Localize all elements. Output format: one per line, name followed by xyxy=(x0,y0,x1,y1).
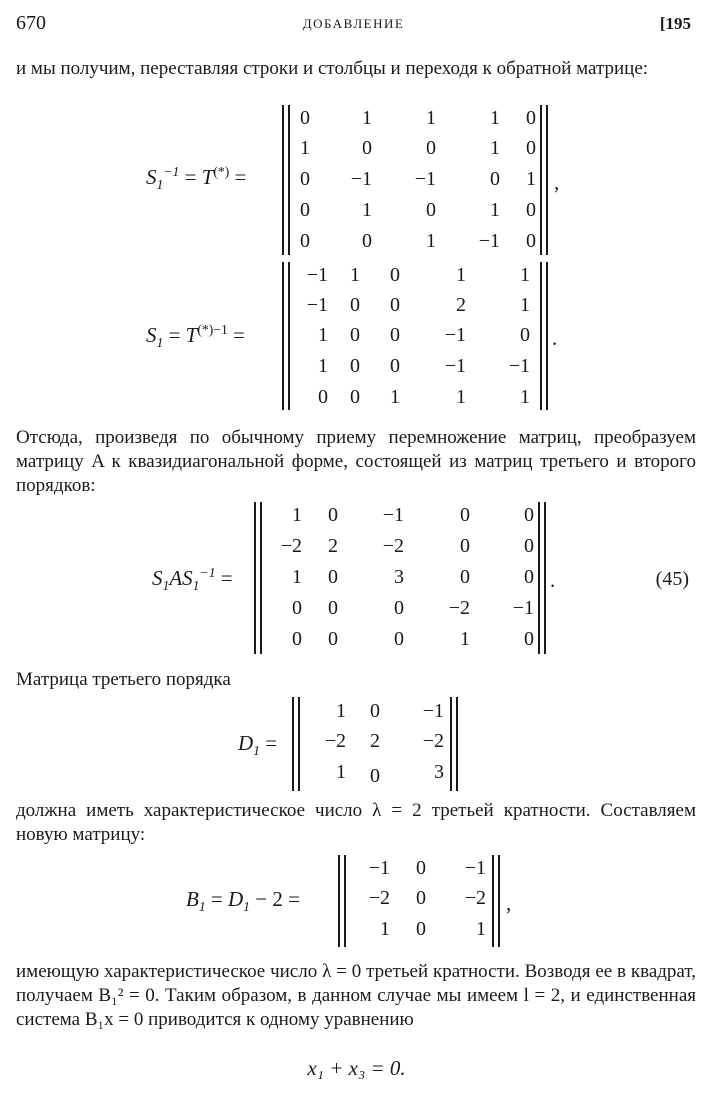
equation-lhs: $S_1^{-1} = T^{(*)}$ = xyxy=(146,164,247,193)
section-number: [195 xyxy=(659,14,691,33)
matrix-cell: −2 xyxy=(368,887,390,909)
matrix-cell: 1 xyxy=(350,264,360,286)
equation-punctuation: . xyxy=(550,568,556,592)
matrix-cell: −1 xyxy=(422,700,444,722)
matrix-cell: −2 xyxy=(382,535,404,557)
equation-45 xyxy=(0,500,713,660)
equation-number: (45) xyxy=(655,568,689,590)
matrix-cell: −2 xyxy=(324,730,346,752)
matrix-cell: 1 xyxy=(490,107,500,129)
matrix-cell: 1 xyxy=(460,628,470,650)
matrix-cell: 0 xyxy=(390,294,400,316)
matrix-cell: 0 xyxy=(362,230,372,252)
equation-punctuation: , xyxy=(506,891,512,915)
matrix-cell: 0 xyxy=(370,765,380,787)
matrix-cell: −1 xyxy=(508,355,530,377)
matrix-cell: 0 xyxy=(362,137,372,159)
matrix-cell: −1 xyxy=(444,355,466,377)
matrix-cell: 0 xyxy=(390,355,400,377)
matrix-cell: 0 xyxy=(300,107,310,129)
equation-lhs: $S_1 = T^{(*)-1}$ = xyxy=(146,322,245,351)
matrix-cell: 0 xyxy=(524,566,534,588)
matrix-cell: 0 xyxy=(416,887,426,909)
matrix-cell: 0 xyxy=(524,504,534,526)
matrix-cell: 1 xyxy=(520,264,530,286)
final-equation: x₁ + x₃ = 0. xyxy=(307,1056,406,1080)
matrix-cell: 0 xyxy=(350,386,360,408)
paragraph-squared: имеющую характеристическое число λ = 0 третьей кратности. Возводя ее в квадрат, получаем B₁² = 0. Таким образом, в данном случае мы имеем l = 2, и единственная система B₁x = 0 приводится к одному уравнению xyxy=(16,961,696,1030)
matrix-cell: 0 xyxy=(390,324,400,346)
matrix-cell: 0 xyxy=(460,504,470,526)
matrix-cell: 0 xyxy=(300,199,310,221)
matrix-cell: 0 xyxy=(300,230,310,252)
matrix-left-bracket xyxy=(338,855,346,947)
matrix-cell: 0 xyxy=(460,566,470,588)
matrix-cell: −1 xyxy=(382,504,404,526)
paragraph-transform: Отсюда, произведя по обычному приему перемножение матриц, преобразуем матрицу A к квазидиагональной форме, состоящей из матриц третьего и второго порядков: xyxy=(16,427,696,496)
matrix-cell: 0 xyxy=(292,597,302,619)
matrix-cell: 0 xyxy=(390,264,400,286)
matrix-right-bracket xyxy=(540,262,548,410)
matrix-cell: 2 xyxy=(370,730,380,752)
matrix-cell: −1 xyxy=(306,264,328,286)
matrix-cell: 1 xyxy=(456,386,466,408)
paragraph-intro: и мы получим, переставляя строки и столбцы и переходя к обратной матрице: xyxy=(16,58,649,79)
matrix-right-bracket xyxy=(538,502,546,654)
matrix-cell: 1 xyxy=(520,294,530,316)
equation-b1 xyxy=(0,853,713,953)
matrix-cell: −1 xyxy=(464,857,486,879)
matrix-cell: 1 xyxy=(362,199,372,221)
matrix-cell: −2 xyxy=(448,597,470,619)
matrix-cell: 1 xyxy=(390,386,400,408)
matrix-cell: 0 xyxy=(328,628,338,650)
equation-punctuation: , xyxy=(554,170,560,194)
matrix-cell: −1 xyxy=(306,294,328,316)
matrix-cell: 1 xyxy=(336,700,346,722)
matrix-cell: 1 xyxy=(426,230,436,252)
matrix-cell: 1 xyxy=(362,107,372,129)
matrix-cell: 1 xyxy=(476,918,486,940)
matrix-cell: 1 xyxy=(490,199,500,221)
matrix-cell: 1 xyxy=(300,137,310,159)
matrix-cell: 0 xyxy=(300,168,310,190)
matrix-cell: 0 xyxy=(350,324,360,346)
matrix-cell: 1 xyxy=(318,324,328,346)
matrix-cell: 0 xyxy=(524,535,534,557)
matrix-cell: 0 xyxy=(328,597,338,619)
equation-s1-inverse xyxy=(0,100,713,260)
matrix-cell: 0 xyxy=(370,700,380,722)
matrix-cell: 0 xyxy=(526,199,536,221)
matrix-cell: −1 xyxy=(512,597,534,619)
equation-punctuation: . xyxy=(552,326,558,350)
matrix-cell: −1 xyxy=(414,168,436,190)
matrix-cell: 1 xyxy=(292,566,302,588)
matrix-cell: 0 xyxy=(416,857,426,879)
equation-d1 xyxy=(0,695,713,795)
matrix-cell: 0 xyxy=(416,918,426,940)
matrix-cell: 0 xyxy=(526,137,536,159)
matrix-cell: 0 xyxy=(426,199,436,221)
page-number: 670 xyxy=(16,12,46,34)
matrix-left-bracket xyxy=(254,502,262,654)
matrix-cell: 0 xyxy=(526,107,536,129)
matrix-cell: 0 xyxy=(460,535,470,557)
matrix-cell: 0 xyxy=(426,137,436,159)
matrix-cell: −2 xyxy=(280,535,302,557)
matrix-cell: 0 xyxy=(292,628,302,650)
matrix-cell: 0 xyxy=(350,294,360,316)
matrix-cell: 0 xyxy=(350,355,360,377)
matrix-cell: 3 xyxy=(394,566,404,588)
matrix-right-bracket xyxy=(492,855,500,947)
matrix-cell: −1 xyxy=(368,857,390,879)
matrix-cell: 0 xyxy=(328,566,338,588)
matrix-cell: 0 xyxy=(328,504,338,526)
matrix-cell: −1 xyxy=(350,168,372,190)
matrix-cell: 1 xyxy=(380,918,390,940)
matrix-cell: −2 xyxy=(464,887,486,909)
matrix-cell: −1 xyxy=(478,230,500,252)
matrix-cell: −2 xyxy=(422,730,444,752)
matrix-right-bracket xyxy=(450,697,458,791)
paragraph-third-order: Матрица третьего порядка xyxy=(16,669,231,690)
matrix-cell: 1 xyxy=(318,355,328,377)
matrix-left-bracket xyxy=(292,697,300,791)
equation-lhs: $D_1$ = xyxy=(238,731,278,759)
matrix-cell: 2 xyxy=(456,294,466,316)
matrix-cell: −1 xyxy=(444,324,466,346)
equation-lhs: $B_1 = D_1 - 2$ = xyxy=(186,887,300,915)
matrix-cell: 0 xyxy=(394,597,404,619)
matrix-cell: 1 xyxy=(490,137,500,159)
matrix-cell: 1 xyxy=(526,168,536,190)
paragraph-characteristic: должна иметь характеристическое число λ = 2 третьей кратности. Составляем новую матрицу: xyxy=(16,800,696,845)
matrix-cell: 2 xyxy=(328,535,338,557)
matrix-cell: 1 xyxy=(520,386,530,408)
matrix-cell: 0 xyxy=(318,386,328,408)
running-title: ДОБАВЛЕНИЕ xyxy=(302,16,405,31)
page-header xyxy=(16,10,691,40)
matrix-cell: 0 xyxy=(394,628,404,650)
matrix-cell: 1 xyxy=(426,107,436,129)
matrix-cell: 1 xyxy=(336,761,346,783)
matrix-cell: 0 xyxy=(520,324,530,346)
equation-lhs: $S_1AS_1^{-1}$ = xyxy=(152,565,233,594)
matrix-right-bracket xyxy=(540,105,548,255)
matrix-cell: 3 xyxy=(434,761,444,783)
matrix-cell: 0 xyxy=(490,168,500,190)
matrix-cell: 1 xyxy=(292,504,302,526)
equation-s1 xyxy=(0,260,713,415)
matrix-cell: 0 xyxy=(524,628,534,650)
matrix-cell: 0 xyxy=(526,230,536,252)
matrix-cell: 1 xyxy=(456,264,466,286)
